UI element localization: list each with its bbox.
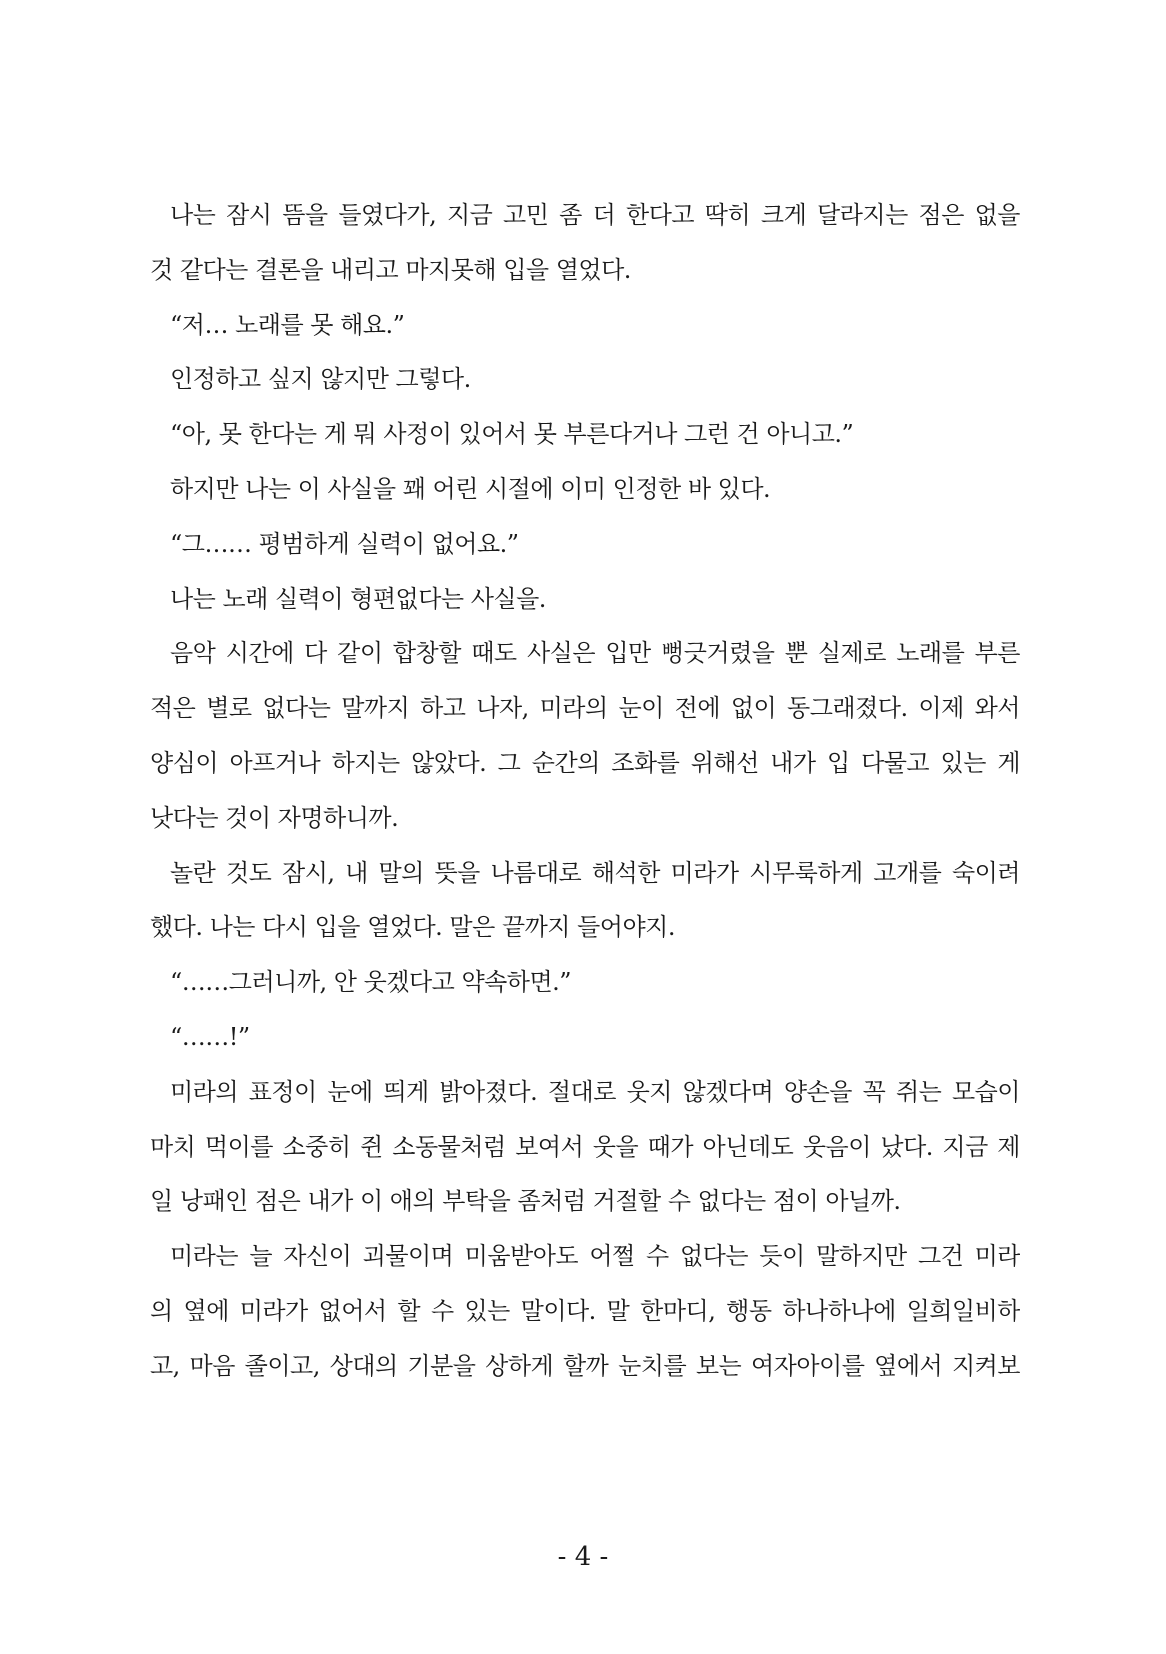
text-line: 고, 마음 졸이고, 상대의 기분을 상하게 할까 눈치를 보는 여자아이를 옆에서 지켜보 <box>150 1351 1020 1380</box>
text-line: 일 낭패인 점은 내가 이 애의 부탁을 좀처럼 거절할 수 없다는 점이 아닐까. <box>150 1187 901 1216</box>
text-line: 하지만 나는 이 사실을 꽤 어린 시절에 이미 인정한 바 있다. <box>170 474 771 503</box>
text-line: 나는 노래 실력이 형편없다는 사실을. <box>170 584 546 613</box>
text-line: 양심이 아프거나 하지는 않았다. 그 순간의 조화를 위해선 내가 입 다물고 있는 게 <box>150 748 1020 777</box>
text-line: “……그러니까, 안 웃겠다고 약속하면.” <box>170 968 572 997</box>
text-line: 음악 시간에 다 같이 합창할 때도 사실은 입만 뻥긋거렸을 뿐 실제로 노래를 부른 <box>170 639 1020 668</box>
text-line: “그…… 평범하게 실력이 없어요.” <box>170 529 519 558</box>
text-line: 놀란 것도 잠시, 내 말의 뜻을 나름대로 해석한 미라가 시무룩하게 고개를 숙이려 <box>170 858 1020 887</box>
text-line: 마치 먹이를 소중히 쥔 소동물처럼 보여서 웃을 때가 아닌데도 웃음이 났다. 지금 제 <box>150 1132 1020 1161</box>
document-body <box>150 188 1020 1394</box>
text-line: “저… 노래를 못 해요.” <box>170 310 405 339</box>
text-line: 했다. 나는 다시 입을 열었다. 말은 끝까지 들어야지. <box>150 913 675 942</box>
text-line: 나는 잠시 뜸을 들였다가, 지금 고민 좀 더 한다고 딱히 크게 달라지는 점은 없을 <box>170 201 1020 229</box>
text-line: 인정하고 싶지 않지만 그렇다. <box>170 365 471 394</box>
text-line: 것 같다는 결론을 내리고 마지못해 입을 열었다. <box>150 255 631 284</box>
text-line: 의 옆에 미라가 없어서 할 수 있는 말이다. 말 한마디, 행동 하나하나에 일희일비하 <box>150 1296 1020 1325</box>
text-line: 미라는 늘 자신이 괴물이며 미움받아도 어쩔 수 없다는 듯이 말하지만 그건 미라 <box>170 1242 1020 1271</box>
text-line: “……!” <box>170 1022 250 1051</box>
text-line: 낫다는 것이 자명하니까. <box>150 803 399 832</box>
page-number: - 4 - <box>557 1542 609 1572</box>
text-line: “아, 못 한다는 게 뭐 사정이 있어서 못 부른다거나 그런 건 아니고.” <box>170 420 854 449</box>
text-line: 적은 별로 없다는 말까지 하고 나자, 미라의 눈이 전에 없이 동그래졌다. 이제 와서 <box>150 694 1020 723</box>
text-line: 미라의 표정이 눈에 띄게 밝아졌다. 절대로 웃지 않겠다며 양손을 꼭 쥐는 모습이 <box>170 1077 1020 1106</box>
